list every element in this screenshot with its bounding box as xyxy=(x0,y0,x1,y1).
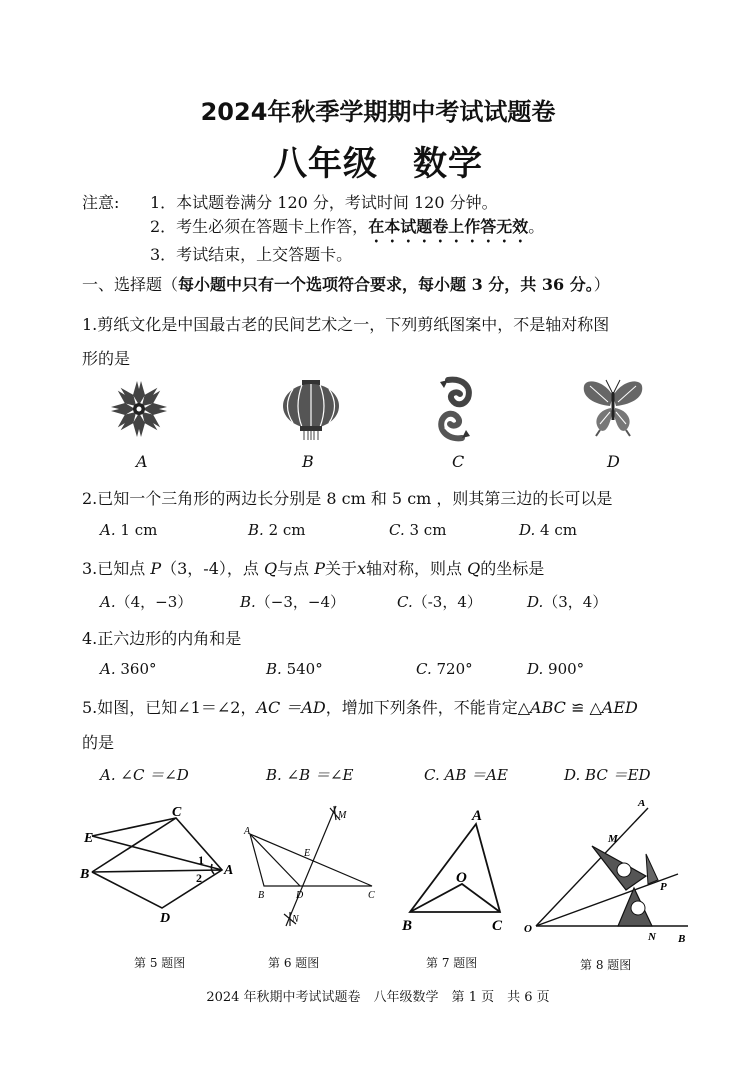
q4-option-d-letter: D. xyxy=(527,660,544,678)
q2-option-c xyxy=(389,521,446,539)
q5-option-d-letter: D. xyxy=(564,766,581,784)
q5-stem-line2: 的是 xyxy=(82,733,115,752)
page-footer: 2024 年秋期中考试试题卷 八年级数学 第 1 页 共 6 页 xyxy=(206,990,550,1005)
fig6-label-b: B xyxy=(258,890,265,901)
section-heading xyxy=(82,272,610,295)
q2-option-c-letter: C. xyxy=(389,521,405,539)
q3-stem-text-2: （3，-4），点 xyxy=(161,559,264,578)
q3-point-p-2: P xyxy=(314,559,325,578)
q5-option-c-text: AB ＝AE xyxy=(444,766,508,784)
fig6-label-a: A xyxy=(244,826,251,837)
q3-option-b xyxy=(240,591,345,612)
q4-option-d xyxy=(527,660,584,678)
q2-option-b xyxy=(248,521,306,539)
q3-stem-text-5: 轴对称，则点 xyxy=(366,559,468,578)
q5-option-c-letter: C. xyxy=(424,766,440,784)
q3-stem-text-1: 3.已知点 xyxy=(82,559,151,578)
flower-papercut-icon xyxy=(106,378,172,440)
fig6-label-m: M xyxy=(338,810,347,821)
figure-8-caption: 第 8 题图 xyxy=(580,958,632,972)
fig5-label-b: B xyxy=(80,867,90,882)
q3-option-d-letter: D. xyxy=(527,593,544,611)
q2-option-b-letter: B. xyxy=(248,521,264,539)
fig8-label-a: A xyxy=(638,800,646,809)
fig5-label-d: D xyxy=(160,911,171,926)
notice-item-2-end: 。 xyxy=(528,217,545,236)
q3-option-b-letter: B. xyxy=(240,593,256,611)
notice-item-2-emphasis: 在本试题卷上作答无效 xyxy=(368,217,529,236)
q4-option-c-letter: C. xyxy=(416,660,432,678)
fig5-label-a: A xyxy=(224,863,234,878)
fig6-label-n: N xyxy=(292,914,299,925)
q5-option-a-text: ∠C ＝∠D xyxy=(120,766,189,784)
q5-stem-text-3: ≌ △ xyxy=(565,698,602,717)
q1-option-d-label: D xyxy=(607,452,620,471)
notice-item-3: 3．考试结束，上交答题卡。 xyxy=(150,245,353,264)
q5-triangle-abc: ABC xyxy=(530,698,566,717)
fig5-label-e: E xyxy=(84,831,94,846)
q4-option-a-letter: A. xyxy=(100,660,116,678)
q2-option-a-letter: A. xyxy=(100,521,116,539)
q4-option-c xyxy=(416,660,473,678)
fig8-label-n: N xyxy=(648,931,656,943)
fig8-label-p: P xyxy=(660,881,667,893)
q5-option-b xyxy=(266,764,353,785)
q2-stem: 2.已知一个三角形的两边长分别是 8 cm 和 5 cm ，则其第三边的长可以是 xyxy=(82,489,613,508)
q3-stem-text-3: 与点 xyxy=(277,559,315,578)
q4-option-b-letter: B. xyxy=(266,660,282,678)
q4-stem: 4.正六边形的内角和是 xyxy=(82,629,242,648)
q1-stem-line2: 形的是 xyxy=(82,349,131,368)
q3-option-d xyxy=(527,591,607,612)
fig7-label-a: A xyxy=(472,808,483,824)
q1-stem-line1: 1.剪纸文化是中国最古老的民间艺术之一，下列剪纸图案中，不是轴对称图 xyxy=(82,315,610,334)
fig7-label-c: C xyxy=(492,918,503,934)
q3-stem-text-6: 的坐标是 xyxy=(480,559,545,578)
figure-6-caption: 第 6 题图 xyxy=(268,956,320,970)
q2-option-a-text: 1 cm xyxy=(120,521,158,539)
q3-option-d-text: （3，4） xyxy=(543,593,608,611)
fig8-label-m: M xyxy=(608,833,618,845)
lantern-papercut-icon xyxy=(280,376,342,442)
q1-option-b-label: B xyxy=(302,452,314,471)
q3-option-b-text: （−3，−4） xyxy=(255,593,346,611)
butterfly-papercut-icon xyxy=(580,376,646,438)
figure-5-diagram xyxy=(78,802,238,932)
q3-axis-x: x xyxy=(356,559,367,578)
q5-stem-text-1: 5.如图，已知∠1＝∠2， xyxy=(82,698,257,717)
q3-option-a xyxy=(100,591,192,612)
q3-stem-text-4: 关于 xyxy=(324,559,357,578)
q4-option-b-text: 540° xyxy=(286,660,323,678)
fig7-label-o: O xyxy=(456,870,467,886)
figure-7-caption: 第 7 题图 xyxy=(426,956,478,970)
q5-ac-ad: AC ＝AD xyxy=(256,698,326,717)
notice-item-2-text: 2．考生必须在答题卡上作答， xyxy=(150,217,369,236)
exam-title: 2024年秋季学期期中考试试题卷 xyxy=(200,98,556,126)
q3-option-c-text: （-3，4） xyxy=(412,593,482,611)
fig7-label-b: B xyxy=(402,918,413,934)
q4-option-b xyxy=(266,660,323,678)
fig5-label-c: C xyxy=(172,805,182,820)
q1-option-c-label: C xyxy=(452,452,465,471)
figure-7-diagram xyxy=(396,802,516,938)
fig6-label-e: E xyxy=(304,848,311,859)
q5-option-a xyxy=(100,764,189,785)
q5-stem-text-2: ，增加下列条件，不能肯定△ xyxy=(325,698,531,717)
fig5-angle-2: 2 xyxy=(196,871,202,885)
q5-option-a-letter: A. xyxy=(100,766,116,784)
q4-option-a xyxy=(100,660,157,678)
section-heading-bold: 每小题中只有一个选项符合要求，每小题 3 分，共 36 分。 xyxy=(178,275,594,294)
q2-option-c-text: 3 cm xyxy=(409,521,447,539)
koi-fish-papercut-icon xyxy=(428,376,484,442)
fig8-label-o: O xyxy=(524,923,532,935)
q4-option-a-text: 360° xyxy=(120,660,157,678)
q3-point-q-2: Q xyxy=(467,559,481,578)
q2-option-d-text: 4 cm xyxy=(540,521,577,539)
q5-option-b-letter: B. xyxy=(266,766,282,784)
q5-stem xyxy=(82,695,638,718)
figure-5-caption: 第 5 题图 xyxy=(134,956,186,970)
q1-option-a-label: A xyxy=(136,452,148,471)
q4-option-c-text: 720° xyxy=(436,660,473,678)
figure-6-diagram xyxy=(240,802,390,932)
q3-option-a-letter: A. xyxy=(100,593,116,611)
fig8-label-b: B xyxy=(678,933,686,945)
q3-point-p: P xyxy=(150,559,162,578)
q2-option-a xyxy=(100,521,157,539)
q3-stem xyxy=(82,556,544,579)
q3-option-c-letter: C. xyxy=(397,593,413,611)
notice-label: 注意: xyxy=(82,193,120,212)
q5-triangle-aed: AED xyxy=(601,698,638,717)
fig5-angle-1: 1 xyxy=(198,853,204,867)
q2-option-d-letter: D. xyxy=(519,521,536,539)
q3-option-a-text: （4，−3） xyxy=(115,593,193,611)
fig6-label-d: D xyxy=(296,890,304,901)
exam-subtitle: 八年级 数学 xyxy=(273,144,483,184)
fig6-label-c: C xyxy=(368,890,375,901)
section-heading-suffix: ） xyxy=(593,275,610,294)
figure-8-diagram xyxy=(518,800,698,946)
q3-point-q: Q xyxy=(263,559,278,578)
q5-option-d-text: BC ＝ED xyxy=(585,766,651,784)
notice-item-1: 1．本试题卷满分 120 分，考试时间 120 分钟。 xyxy=(150,193,498,212)
q2-option-b-text: 2 cm xyxy=(268,521,306,539)
q2-option-d xyxy=(519,521,577,539)
q5-option-d xyxy=(564,764,651,785)
section-heading-prefix: 一、选择题（ xyxy=(82,275,179,294)
q5-option-c xyxy=(424,764,508,785)
q3-option-c xyxy=(397,591,482,612)
q4-option-d-text: 900° xyxy=(548,660,585,678)
q5-option-b-text: ∠B ＝∠E xyxy=(286,766,354,784)
